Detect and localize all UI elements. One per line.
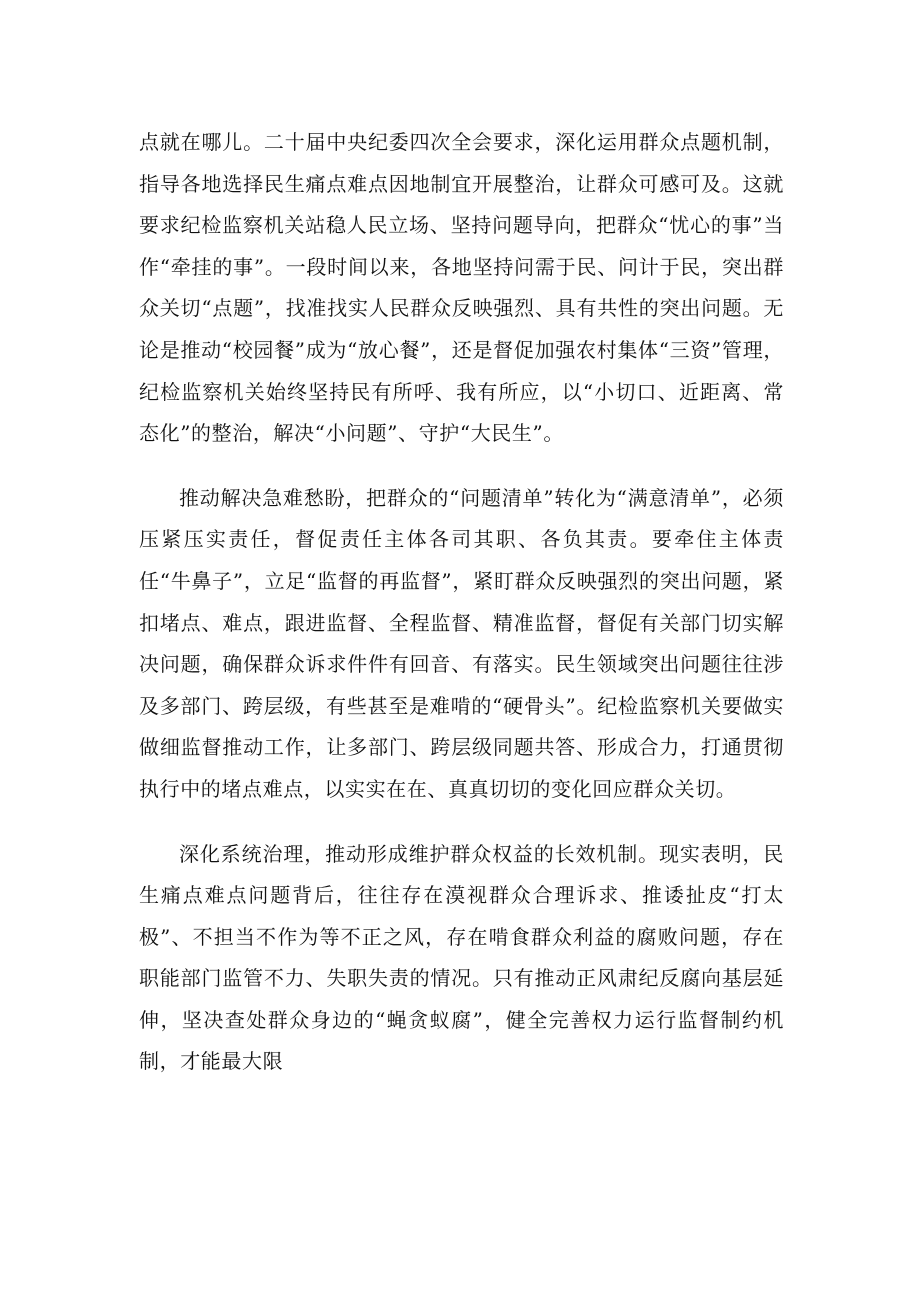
paragraph-2: 推动解决急难愁盼，把群众的“问题清单”转化为“满意清单”，必须压紧压实责任，督促责任主体各司其职、各负其责。要牵住主体责任“牛鼻子”，立足“监督的再监督”，紧盯群众反映强烈的突出问题，紧扣堵点、难点，跟进监督、全程监督、精准监督，督促有关部门切实解决问题，确保群众诉求件件有回音、有落实。民生领域突出问题往往涉及多部门、跨层级，有些甚至是难啃的“硬骨头”。纪检监察机关要做实做细监督推动工作，让多部门、跨层级同题共答、形成合力，打通贯彻执行中的堵点难点，以实实在在、真真切切的变化回应群众关切。	[139, 485, 784, 801]
paragraph-1: 点就在哪儿。二十届中央纪委四次全会要求，深化运用群众点题机制，指导各地选择民生痛点难点因地制宜开展整治，让群众可感可及。这就要求纪检监察机关站稳人民立场、坚持问题导向，把群众“忧心的事”当作“牵挂的事”。一段时间以来，各地坚持问需于民、问计于民，突出群众关切“点题”，找准找实人民群众反映强烈、具有共性的突出问题。无论是推动“校园餐”成为“放心餐”，还是督促加强农村集体“三资”管理，纪检监察机关始终坚持民有所呼、我有所应，以“小切口、近距离、常态化”的整治，解决“小问题”、守护“大民生”。	[139, 130, 784, 446]
paragraph-3: 深化系统治理，推动形成维护群众权益的长效机制。现实表明，民生痛点难点问题背后，往往存在漠视群众合理诉求、推诿扯皮“打太极”、不担当不作为等不正之风，存在啃食群众利益的腐败问题，存在职能部门监管不力、失职失责的情况。只有推动正风肃纪反腐向基层延伸，坚决查处群众身边的“蝇贪蚁腐”，健全完善权力运行监督制约机制，才能最大限	[139, 841, 784, 1074]
document-page	[139, 122, 784, 1083]
